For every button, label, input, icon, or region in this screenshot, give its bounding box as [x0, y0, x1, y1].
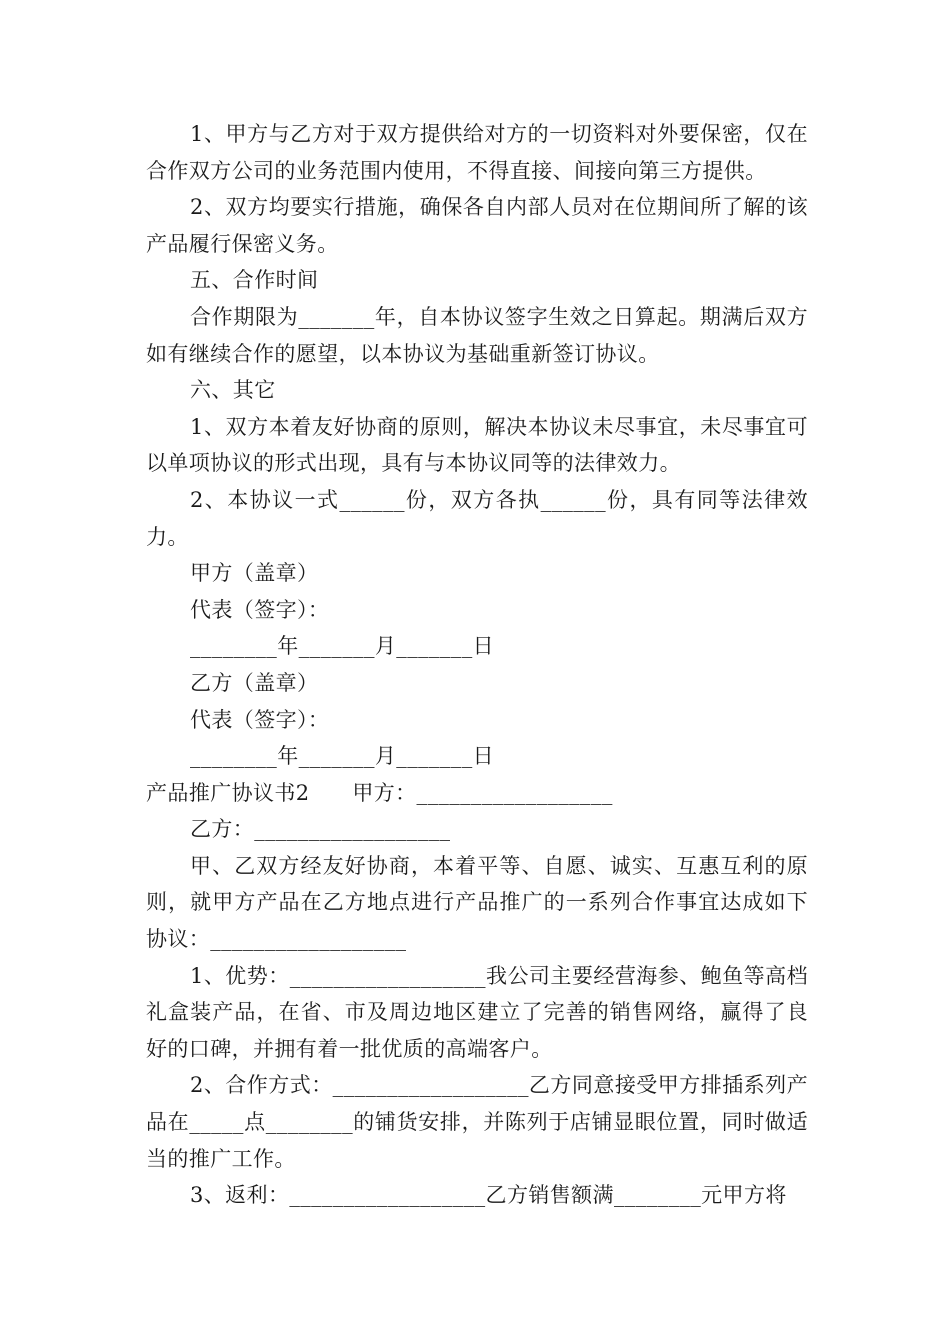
clause-other-1: 1、双方本着友好协商的原则，解决本协议未尽事宜，未尽事宜可以单项协议的形式出现，具有与本协议同等的法律效力。: [146, 414, 808, 476]
agreement-2-preamble: 甲、乙双方经友好协商，本着平等、自愿、诚实、互惠互利的原则，就甲方产品在乙方地点进行产品推广的一系列合作事宜达成如下协议：__________________: [146, 853, 808, 952]
document-body: [146, 116, 808, 1214]
clause-cooperation-term: 合作期限为_______年，自本协议签字生效之日算起。期满后双方如有继续合作的愿望，以本协议为基础重新签订协议。: [146, 304, 808, 366]
clause-other-2: 2、本协议一式______份，双方各执______份，具有同等法律效力。: [146, 487, 808, 549]
agreement-2-title-party-a: 产品推广协议书2 甲方：__________________: [146, 780, 613, 805]
party-b-date-line: ________年_______月_______日: [190, 744, 494, 769]
clause-confidentiality-1: 1、甲方与乙方对于双方提供给对方的一切资料对外要保密，仅在合作双方公司的业务范围内使用，不得直接、间接向第三方提供。: [146, 122, 808, 183]
party-b-seal-label: 乙方（盖章）: [190, 670, 319, 695]
agreement-2-clause-advantage: 1、优势：__________________我公司主要经营海参、鲍鱼等高档礼盒装产品，在省、市及周边地区建立了完善的销售网络，赢得了良好的口碑，并拥有着一批优质的高端客户。: [146, 963, 808, 1061]
agreement-2-party-b: 乙方：__________________: [190, 817, 451, 842]
party-a-seal-label: 甲方（盖章）: [190, 561, 319, 586]
party-b-representative-label: 代表（签字）：: [190, 707, 330, 732]
party-a-date-line: ________年_______月_______日: [190, 634, 494, 659]
section-heading-other: 六、其它: [190, 378, 276, 403]
agreement-2-clause-rebate: 3、返利：__________________乙方销售额满________元甲方将: [190, 1183, 787, 1208]
agreement-2-clause-cooperation-mode: 2、合作方式：__________________乙方同意接受甲方排插系列产品在_____点________的铺货安排，并陈列于店铺显眼位置，同时做适当的推广工作。: [146, 1073, 808, 1171]
party-a-representative-label: 代表（签字）：: [190, 597, 330, 622]
clause-confidentiality-2: 2、双方均要实行措施，确保各自内部人员对在位期间所了解的该产品履行保密义务。: [146, 195, 808, 256]
section-heading-cooperation-time: 五、合作时间: [190, 268, 319, 293]
